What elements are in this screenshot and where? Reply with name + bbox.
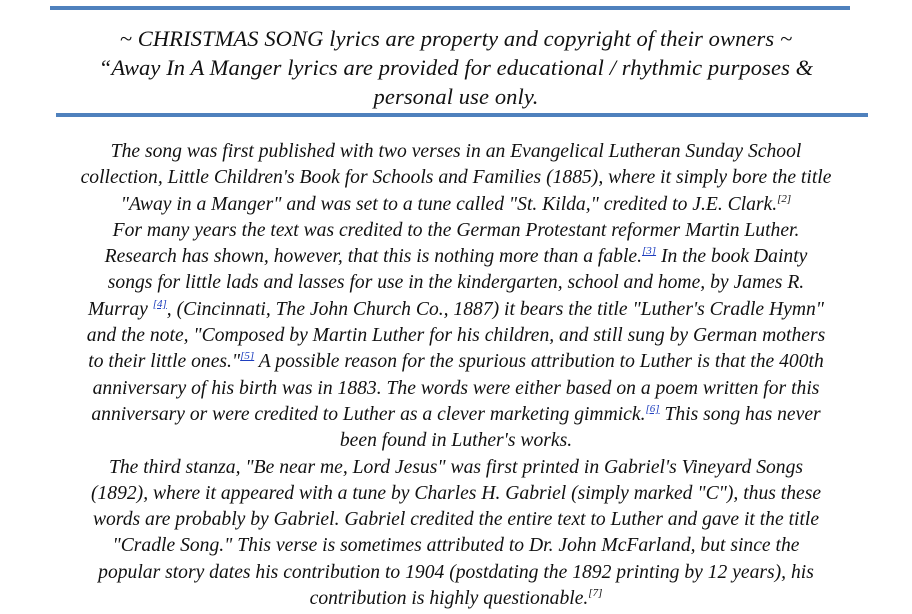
p2-line-7: anniversary of his birth was in 1883. The words were either based on a poem written for this bbox=[92, 377, 820, 399]
p2-line-2b: In the book Dainty bbox=[656, 246, 808, 268]
p2-line-1: For many years the text was credited to the German Protestant reformer Martin Luther. bbox=[112, 219, 800, 241]
p3-line-1: The third stanza, "Be near me, Lord Jesus" was first printed in Gabriel's Vineyard Songs bbox=[108, 456, 804, 478]
p2-line-4 bbox=[6, 297, 906, 323]
copyright-notice bbox=[30, 24, 882, 111]
p2-line-6b: A possible reason for the spurious attribution to Luther is that the 400th bbox=[254, 351, 824, 373]
p3-line-3: words are probably by Gabriel. Gabriel credited the entire text to Luther and gave it the title bbox=[92, 509, 820, 531]
p2-line-4a: Murray bbox=[87, 298, 153, 320]
song-history-text bbox=[6, 139, 906, 612]
citation-link-6[interactable]: [6] bbox=[645, 402, 660, 415]
citation-link-3[interactable]: [3] bbox=[642, 245, 657, 258]
p2-line-2a: Research has shown, however, that this is nothing more than a fable. bbox=[104, 246, 642, 268]
p3-line-2: (1892), where it appeared with a tune by Charles H. Gabriel (simply marked "C"), thus these bbox=[90, 482, 822, 504]
p2-line-5: and the note, "Composed by Martin Luther for his children, and still sung by German mothers bbox=[86, 325, 826, 347]
citation-7: [7] bbox=[588, 587, 603, 600]
p2-line-8b: This song has never bbox=[659, 403, 821, 425]
notice-line-2: “Away In A Manger lyrics are provided for educational / rhythmic purposes & bbox=[98, 55, 814, 80]
citation-link-5[interactable]: [5] bbox=[240, 350, 255, 363]
p2-line-2 bbox=[6, 244, 906, 270]
citation-link-4[interactable]: [4] bbox=[152, 297, 167, 310]
p3-line-4: "Cradle Song." This verse is sometimes attributed to Dr. John McFarland, but since the bbox=[112, 535, 800, 557]
top-divider bbox=[50, 6, 850, 10]
p1-line-3 bbox=[6, 192, 906, 218]
p3-line-5: popular story dates his contribution to 1904 (postdating the 1892 printing by 12 years), his bbox=[98, 561, 814, 583]
p2-line-9: been found in Luther's works. bbox=[339, 430, 573, 452]
p2-line-6 bbox=[6, 349, 906, 375]
p3-line-6 bbox=[6, 586, 906, 612]
p3-line-6-text: contribution is highly questionable. bbox=[309, 588, 589, 610]
notice-line-1: ~ CHRISTMAS SONG lyrics are property and copyright of their owners ~ bbox=[119, 26, 793, 51]
citation-2: [2] bbox=[777, 192, 792, 205]
p2-line-4b: , (Cincinnati, The John Church Co., 1887) it bears the title "Luther's Cradle Hymn" bbox=[166, 298, 825, 320]
p2-line-6a: to their little ones." bbox=[88, 351, 241, 373]
p1-line-1: The song was first published with two verses in an Evangelical Lutheran Sunday School bbox=[110, 141, 802, 162]
p2-line-8 bbox=[6, 402, 906, 428]
p2-line-3: songs for little lads and lasses for use in the kindergarten, school and home, by James R. bbox=[107, 272, 805, 294]
p2-line-8a: anniversary or were credited to Luther as a clever marketing gimmick. bbox=[91, 403, 646, 425]
notice-line-3: personal use only. bbox=[373, 84, 539, 109]
p1-line-3-text: "Away in a Manger" and was set to a tune called "St. Kilda," credited to J.E. Clark. bbox=[120, 193, 778, 215]
p1-line-2: collection, Little Children's Book for Schools and Families (1885), where it simply bore the title bbox=[80, 167, 832, 189]
bottom-divider bbox=[56, 113, 868, 117]
